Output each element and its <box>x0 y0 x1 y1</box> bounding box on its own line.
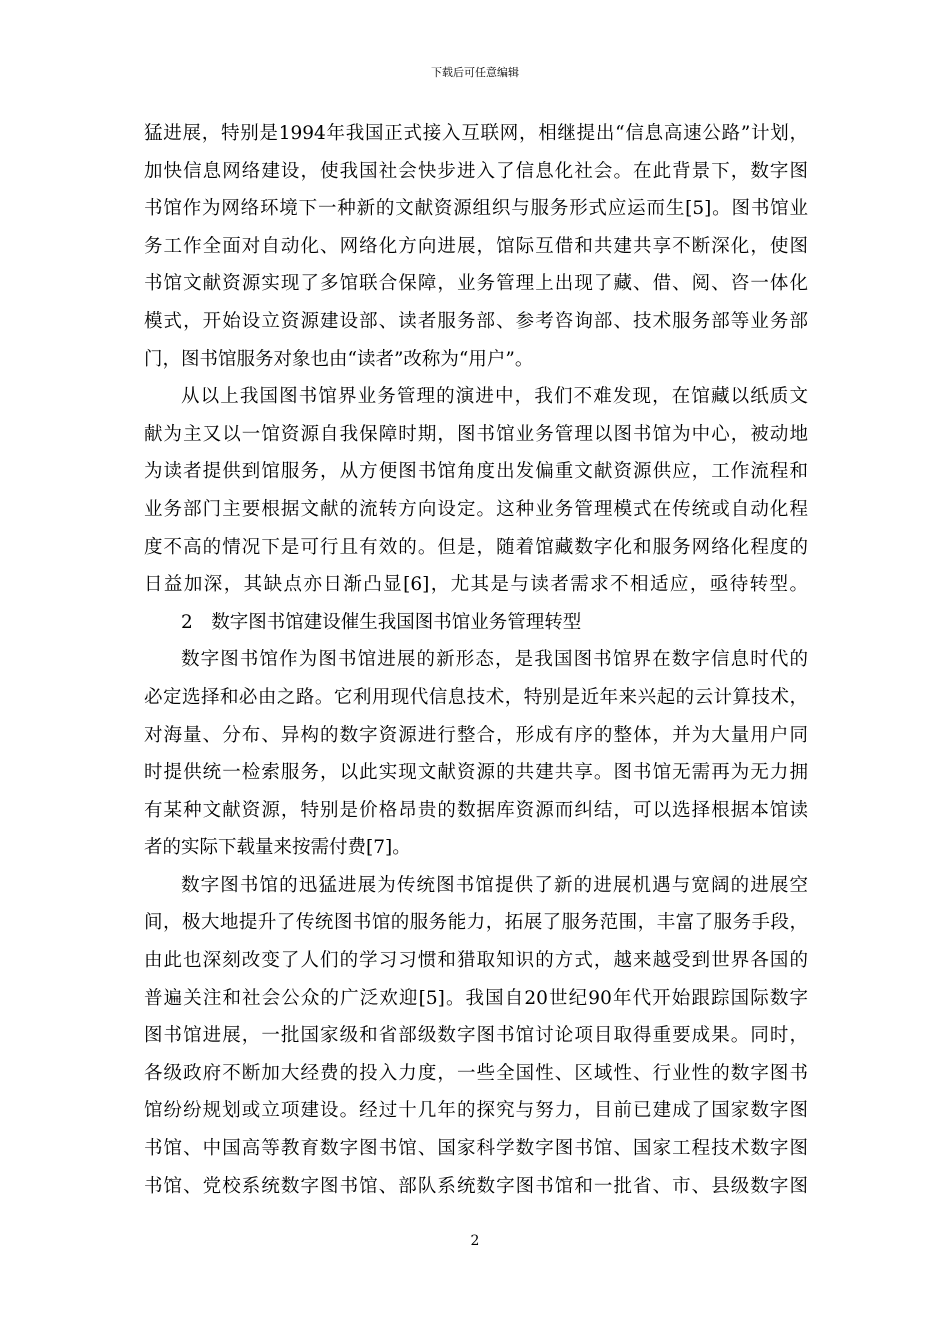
text-line: 普遍关注和社会公众的广泛欢迎[5]。我国自20世纪90年代开始跟踪国际数字 <box>144 987 808 1009</box>
text-line: 者的实际下载量来按需付费[7]。 <box>144 837 411 859</box>
body-text <box>144 115 808 1205</box>
paragraph-first-line: 数字图书馆的迅猛进展为传统图书馆提供了新的进展机遇与宽阔的进展空 <box>181 874 808 896</box>
text-line: 门，图书馆服务对象也由“读者”改称为“用户”。 <box>144 348 534 370</box>
text-line: 猛进展，特别是1994年我国正式接入互联网，相继提出“信息高速公路”计划， <box>144 123 808 144</box>
text-line: 图书馆进展，一批国家级和省部级数字图书馆讨论项目取得重要成果。同时， <box>144 1025 808 1047</box>
text-line: 度不高的情况下是可行且有效的。但是，随着馆藏数字化和服务网络化程度的 <box>144 536 808 558</box>
text-line: 时提供统一检索服务，以此实现文献资源的共建共享。图书馆无需再为无力拥 <box>144 762 808 784</box>
text-line: 书馆、党校系统数字图书馆、部队系统数字图书馆和一批省、市、县级数字图 <box>144 1175 808 1197</box>
text-line: 由此也深刻改变了人们的学习习惯和猎取知识的方式，越来越受到世界各国的 <box>144 950 808 972</box>
text-line: 各级政府不断加大经费的投入力度，一些全国性、区域性、行业性的数字图书 <box>144 1062 808 1084</box>
text-line: 书馆、中国高等教育数字图书馆、国家科学数字图书馆、国家工程技术数字图 <box>144 1138 808 1160</box>
text-line: 间，极大地提升了传统图书馆的服务能力，拓展了服务范围，丰富了服务手段， <box>144 912 808 934</box>
page-header: 下载后可任意编辑 <box>431 66 519 79</box>
text-line: 务工作全面对自动化、网络化方向进展，馆际互借和共建共享不断深化，使图 <box>144 235 808 257</box>
text-line: 模式，开始设立资源建设部、读者服务部、参考咨询部、技术服务部等业务部 <box>144 310 808 332</box>
text-line: 业务部门主要根据文献的流转方向设定。这种业务管理模式在传统或自动化程 <box>144 498 808 520</box>
text-line: 加快信息网络建设，使我国社会快步进入了信息化社会。在此背景下，数字图 <box>144 160 808 182</box>
text-line: 馆纷纷规划或立项建设。经过十几年的探究与努力，目前已建成了国家数字图 <box>144 1100 808 1122</box>
paragraph-first-line: 数字图书馆作为图书馆进展的新形态，是我国图书馆界在数字信息时代的 <box>181 649 808 671</box>
text-line: 书馆作为网络环境下一种新的文献资源组织与服务形式应运而生[5]。图书馆业 <box>144 198 808 220</box>
section-heading: 2 数字图书馆建设催生我国图书馆业务管理转型 <box>181 611 582 633</box>
text-line: 必定选择和必由之路。它利用现代信息技术，特别是近年来兴起的云计算技术， <box>144 686 808 708</box>
page-number: 2 <box>470 1233 480 1249</box>
text-line: 书馆文献资源实现了多馆联合保障，业务管理上出现了藏、借、阅、咨一体化 <box>144 273 808 295</box>
text-line: 对海量、分布、异构的数字资源进行整合，形成有序的整体，并为大量用户同 <box>144 724 808 746</box>
paragraph-first-line: 从以上我国图书馆界业务管理的演进中，我们不难发现，在馆藏以纸质文 <box>181 386 808 408</box>
text-line: 献为主又以一馆资源自我保障时期，图书馆业务管理以图书馆为中心，被动地 <box>144 423 808 445</box>
text-line: 有某种文献资源，特别是价格昂贵的数据库资源而纠结，可以选择根据本馆读 <box>144 799 808 821</box>
text-line: 日益加深，其缺点亦日渐凸显[6]，尤其是与读者需求不相适应，亟待转型。 <box>144 574 808 596</box>
text-line: 为读者提供到馆服务，从方便图书馆角度出发偏重文献资源供应，工作流程和 <box>144 461 808 483</box>
